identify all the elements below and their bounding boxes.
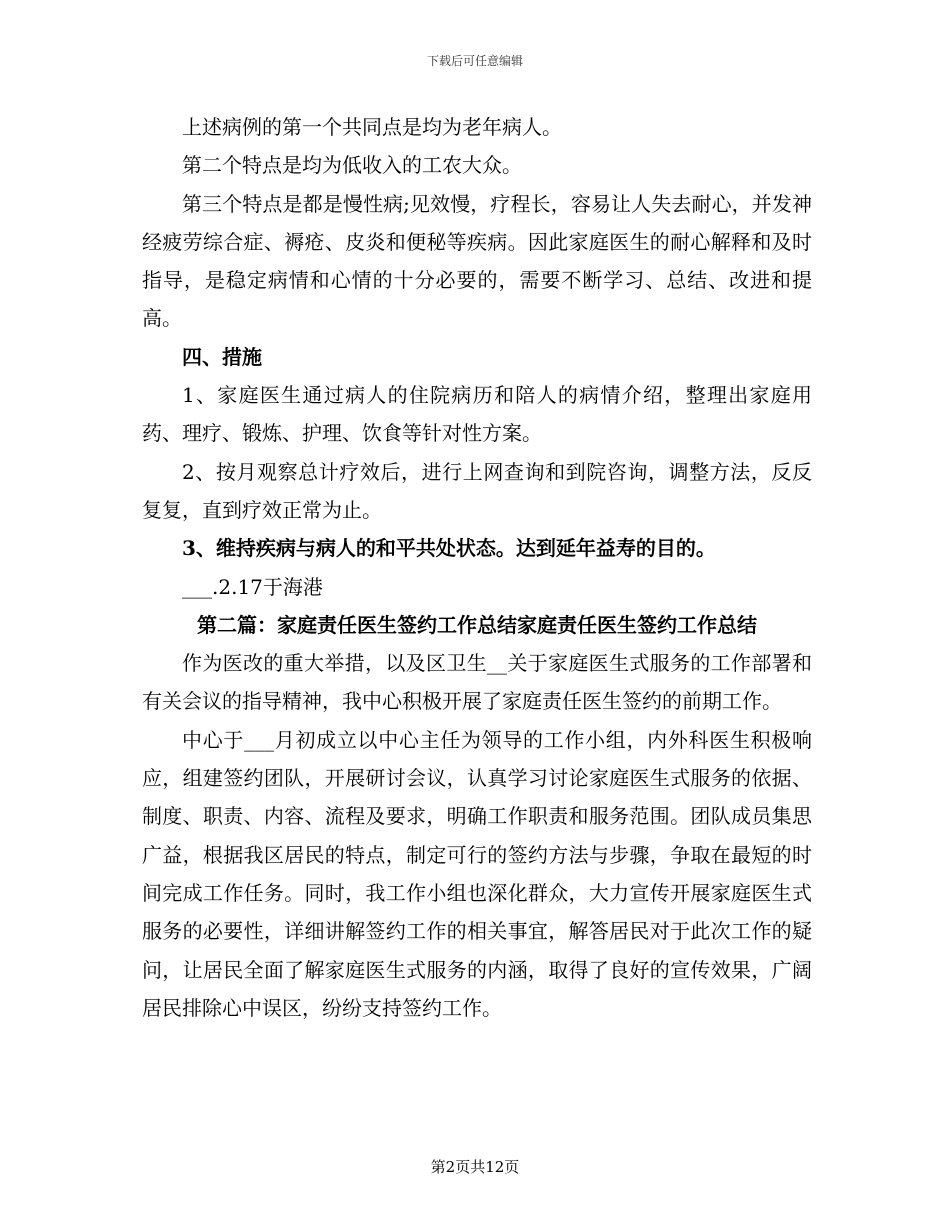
paragraph-common-point-3: 第三个特点是都是慢性病;见效慢，疗程长，容易让人失去耐心，并发神经疲劳综合症、褥疮、皮炎和便秘等疾病。因此家庭医生的耐心解释和及时指导，是稳定病情和心情的十分必要的，需要不断学习、总结、改进和提高。 [142,191,812,331]
measure-item-3: 3、维持疾病与病人的和平共处状态。达到延年益寿的目的。 [182,536,716,561]
paragraph-work-group: 中心于___月初成立以中心主任为领导的工作小组，内外科医生积极响应，组建签约团队，开展研讨会议，认真学习讨论家庭医生式服务的依据、制度、职责、内容、流程及要求，明确工作职责和服务范围。团队成员集思广益，根据我区居民的特点，制定可行的签约方法与步骤，争取在最短的时间完成工作任务。同时，我工作小组也深化群众，大力宣传开展家庭医生式服务的必要性，详细讲解签约工作的相关事宜，解答居民对于此次工作的疑问，让居民全面了解家庭医生式服务的内涵，取得了良好的宣传效果，广阔居民排除心中误区，纷纷支持签约工作。 [142,727,812,1020]
paragraph-common-point-1: 上述病例的第一个共同点是均为老年病人。 [182,115,562,139]
measure-item-2: 2、按月观察总计疗效后，进行上网查询和到院咨询，调整方法，反反复复，直到疗效正常为止。 [142,459,812,522]
document-body [142,108,812,1027]
date-line: ___.2.17于海港 [182,574,323,599]
chapter-title: 第二篇：家庭责任医生签约工作总结家庭责任医生签约工作总结 [197,612,757,637]
page-footer: 第2页共12页 [430,1158,520,1176]
page-header: 下载后可任意编辑 [426,54,523,68]
paragraph-intro: 作为医改的重大举措，以及区卫生__关于家庭医生式服务的工作部署和有关会议的指导精神，我中心积极开展了家庭责任医生签约的前期工作。 [142,651,812,714]
section-heading-measures: 四、措施 [182,344,262,369]
measure-item-1: 1、家庭医生通过病人的住院病历和陪人的病情介绍，整理出家庭用药、理疗、锻炼、护理、饮食等针对性方案。 [142,383,812,446]
paragraph-common-point-2: 第二个特点是均为低收入的工农大众。 [182,153,522,178]
